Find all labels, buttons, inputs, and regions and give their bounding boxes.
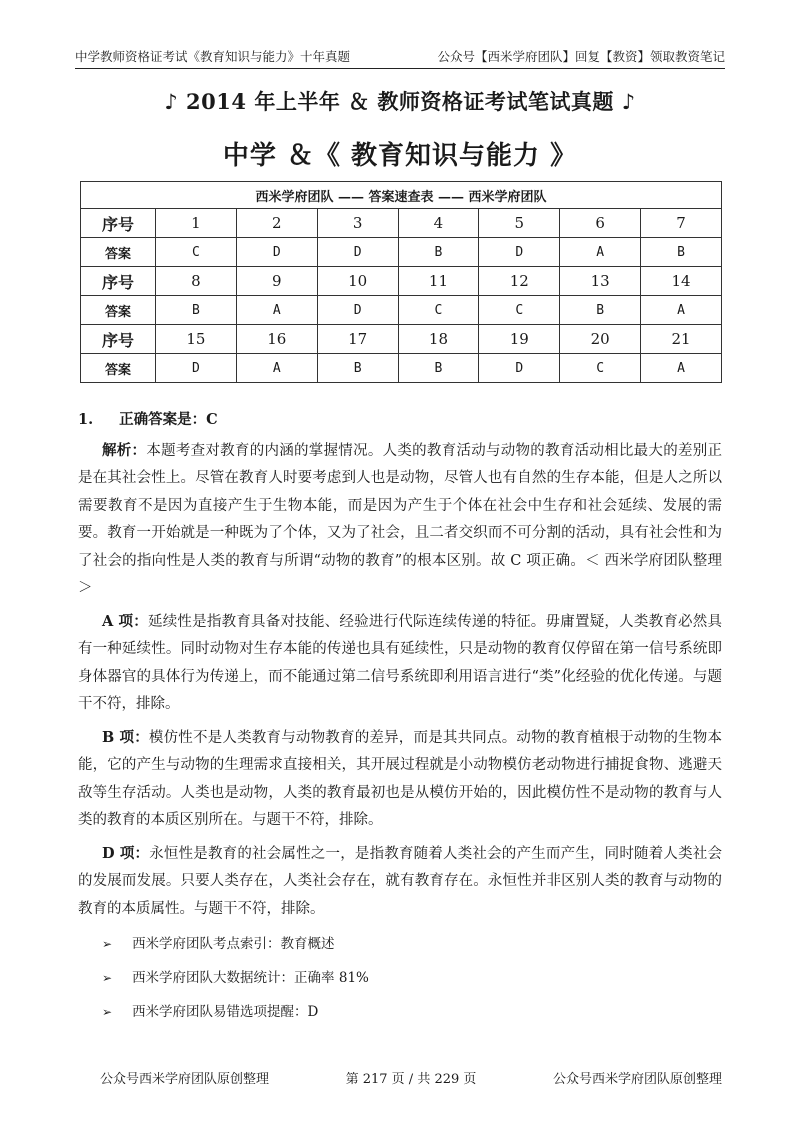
answer-cell: C [479, 296, 560, 325]
list-item [78, 928, 722, 962]
question-number-cell: 19 [479, 325, 560, 354]
row-label-answer: 答案 [81, 238, 156, 267]
answer-cell: B [156, 296, 237, 325]
question-number-cell: 4 [398, 209, 479, 238]
question-heading [78, 406, 722, 434]
paragraph-text: 本题考查对教育的内涵的掌握情况。人类的教育活动与动物的教育活动相比最大的差别正是在其社会性上。尽管在教育人时要考虑到人也是动物，尽管人也有自然的生存本能，但是人之所以需要教育不是因为直接产生于生物本能，而是因为产生于个体在社会中生存和社会延续、发展的需要。教育一开始就是一种既为了个体，又为了社会，且二者交织而不可分割的活动，具有社会性和为了社会的指向性是人类的教育与所谓“动物的教育”的根本区别。故 C 项正确。＜ 西米学府团队整理 ＞ [78, 442, 723, 596]
table-caption: 西米学府团队 —— 答案速查表 —— 西米学府团队 [81, 182, 722, 209]
question-number: 1. [78, 411, 94, 428]
answer-cell: A [236, 296, 317, 325]
question-number-cell: 13 [560, 267, 641, 296]
answer-cell: A [560, 238, 641, 267]
answer-cell: D [479, 238, 560, 267]
row-label-answer: 答案 [81, 354, 156, 383]
note-text: 西米学府团队大数据统计：正确率 81% [132, 970, 369, 987]
question-number-cell: 17 [317, 325, 398, 354]
row-label-number: 序号 [81, 325, 156, 354]
arrow-bullet-icon: ➢ [102, 971, 113, 986]
answer-cell: C [398, 296, 479, 325]
arrow-bullet-icon: ➢ [102, 1005, 113, 1020]
answer-cell: C [560, 354, 641, 383]
option-b-paragraph [78, 724, 722, 835]
question-number-cell: 5 [479, 209, 560, 238]
question-number-cell: 20 [560, 325, 641, 354]
answer-cell: D [479, 354, 560, 383]
row-label-number: 序号 [81, 267, 156, 296]
footer-left-text: 公众号西米学府团队原创整理 [100, 1072, 270, 1087]
answer-cell: B [398, 354, 479, 383]
table-row-numbers [81, 325, 722, 354]
table-row-numbers [81, 267, 722, 296]
row-label-answer: 答案 [81, 296, 156, 325]
question-number-cell: 10 [317, 267, 398, 296]
note-text: 西米学府团队考点索引：教育概述 [132, 936, 335, 953]
answer-cell: A [641, 296, 722, 325]
header-right-text: 公众号【西米学府团队】回复【教资】领取教资笔记 [437, 49, 725, 64]
question-number-cell: 11 [398, 267, 479, 296]
question-number-cell: 1 [156, 209, 237, 238]
paragraph-text: 模仿性不是人类教育与动物教育的差异，而是其共同点。动物的教育植根于动物的生物本能，它的产生与动物的生理需求直接相关，其开展过程就是小动物模仿老动物进行捕捉食物、逃避天敌等生存活动。人类也是动物，人类的教育最初也是从模仿开始的，因此模仿性不是动物的教育与人类的教育的本质区别所在。与题干不符，排除。 [78, 729, 722, 828]
answer-cell: B [641, 238, 722, 267]
question-number-cell: 6 [560, 209, 641, 238]
answer-cell: B [560, 296, 641, 325]
answer-cell: B [317, 354, 398, 383]
answer-cell: D [317, 238, 398, 267]
question-number-cell: 3 [317, 209, 398, 238]
paragraph-text: 延续性是指教育具备对技能、经验进行代际连续传递的特征。毋庸置疑，人类教育必然具有一种延续性。同时动物对生存本能的传递也具有延续性，只是动物的教育仅停留在第一信号系统即身体器官的具体行为传递上，而不能通过第二信号系统即利用语言进行“类”化经验的优化传递。与题干不符，排除。 [78, 613, 722, 712]
answer-cell: D [317, 296, 398, 325]
question-number-cell: 14 [641, 267, 722, 296]
question-number-cell: 8 [156, 267, 237, 296]
paragraph-label: B 项： [102, 728, 149, 746]
row-label-number: 序号 [81, 209, 156, 238]
table-row-answers [81, 354, 722, 383]
paragraph-label: 解析： [102, 441, 147, 459]
question-number-cell: 2 [236, 209, 317, 238]
table-row-answers [81, 238, 722, 267]
note-list [78, 928, 722, 1030]
paragraph-label: A 项： [102, 612, 148, 630]
question-number-cell: 16 [236, 325, 317, 354]
page-footer [100, 1068, 722, 1087]
paragraph-text: 永恒性是教育的社会属性之一，是指教育随着人类社会的产生而产生，同时随着人类社会的发展而发展。只要人类存在，人类社会存在，就有教育存在。永恒性并非区别人类的教育与动物的教育的本质属性。与题干不符，排除。 [78, 845, 722, 917]
question-number-cell: 21 [641, 325, 722, 354]
answer-cell: A [236, 354, 317, 383]
answer-cell: C [156, 238, 237, 267]
page-header [75, 43, 725, 69]
answer-quick-table [80, 181, 722, 383]
correct-answer-line: 正确答案是：C [119, 411, 218, 428]
header-left-text: 中学教师资格证考试《教育知识与能力》十年真题 [75, 49, 351, 64]
footer-right-text: 公众号西米学府团队原创整理 [552, 1072, 722, 1087]
page-number: 第 217 页 / 共 229 页 [345, 1072, 477, 1087]
question-number-cell: 15 [156, 325, 237, 354]
answer-cell: A [641, 354, 722, 383]
question-number-cell: 18 [398, 325, 479, 354]
paragraph-label: D 项： [102, 844, 150, 862]
answer-cell: D [156, 354, 237, 383]
note-text: 西米学府团队易错选项提醒：D [132, 1004, 319, 1021]
option-d-paragraph [78, 840, 722, 924]
option-a-paragraph [78, 608, 722, 719]
list-item [78, 962, 722, 996]
subject-title: 中学 ＆《 教育知识与能力 》 [222, 141, 578, 171]
question-number-cell: 9 [236, 267, 317, 296]
question-number-cell: 12 [479, 267, 560, 296]
list-item [78, 996, 722, 1030]
table-row-numbers [81, 209, 722, 238]
answer-cell: B [398, 238, 479, 267]
arrow-bullet-icon: ➢ [102, 937, 113, 952]
analysis-paragraph [78, 437, 722, 603]
table-row-answers [81, 296, 722, 325]
question-explanation [78, 406, 722, 1030]
exam-title: ♪ 2014 年上半年 ＆ 教师资格证考试笔试真题 ♪ [164, 89, 636, 114]
question-number-cell: 7 [641, 209, 722, 238]
answer-cell: D [236, 238, 317, 267]
